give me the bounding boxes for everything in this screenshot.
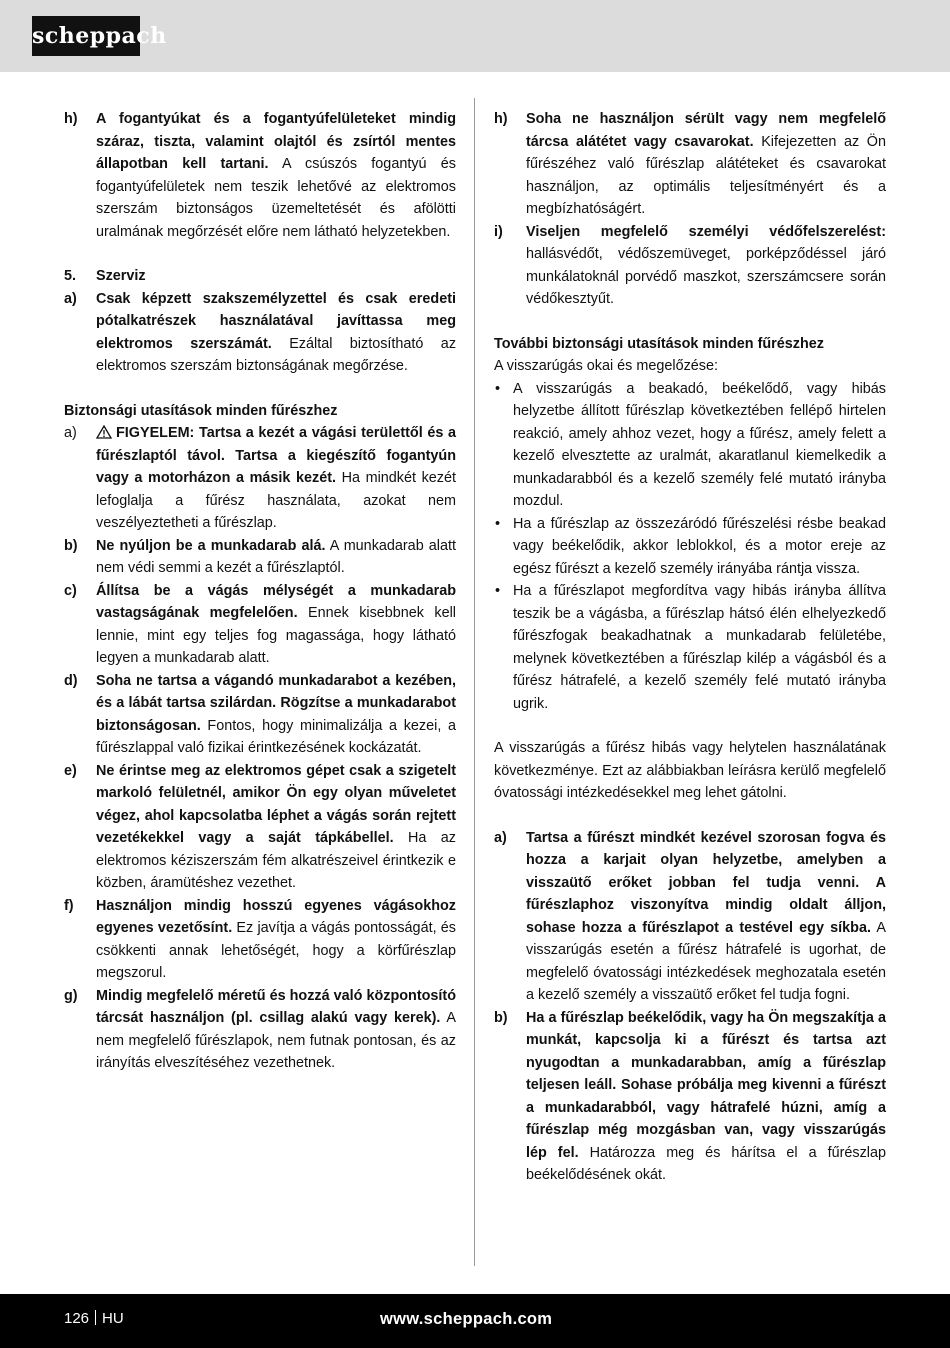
section-5-heading: 5. Szerviz xyxy=(64,268,146,284)
item-h-damaged-washers: h) Soha ne használjon sérült vagy nem megfelelő tárcsa alátétet vagy csavarokat. Kifejezetten az Ön fűrészéhez való fűrészlap alátéteket és csavarokat használjon, az optimális teljesítményért és a megbízhatóságért. xyxy=(494,111,887,217)
item-i-protective-equipment: i) Viseljen megfelelő személyi védőfelszerelést: hallásvédőt, védőszemüveget, porképződéssel járó munkálatoknál porvédő maszkot, szerszámcsere során védőkesztyűt. xyxy=(494,223,886,307)
safety-item-c: c) Állítsa be a vágás mélységét a munkadarab vastagságának megfelelően. Ennek kisebbnek kell lennie, mint egy teljes fog magassága, hogy látható legyen a munkadarab alatt. xyxy=(64,582,456,666)
bullet-item: • Ha a fűrészlapot megfordítva vagy hibás irányba állítva teszik be a vágásba, a fűrészlap hátsó élén elhelyezkedő fűrészfogak beakadhatnak a munkadarab felületébe, melynek következtében a fűrészlap kilép a vágásból és a fűrész hátrafelé, a kezelő személy felé mutató irányba ugrik. xyxy=(494,580,886,715)
bullet-dot: • xyxy=(495,515,501,532)
header-bar xyxy=(0,0,950,72)
safety-item-b: b) Ne nyúljon be a munkadarab alá. A munkadarab alatt nem védi semmi a kezét a fűrészlaptól. xyxy=(64,537,456,576)
footer-separator xyxy=(95,1310,96,1325)
safety-heading: Biztonsági utasítások minden fűrészhez xyxy=(64,402,338,419)
bullet-dot: • xyxy=(495,583,501,599)
bullet-dot: • xyxy=(495,380,501,397)
safety-item-f: f) Használjon mindig hosszú egyenes vágásokhoz egyenes vezetősínt. Ez javítja a vágás pontosságát, és csökkenti annak lehetőségét, hogy a körfűrészlap megszorul. xyxy=(64,897,456,981)
further-safety-heading: További biztonsági utasítások minden fűrészhez xyxy=(494,335,824,352)
kickback-item-b: b) Ha a fűrészlap beékelődik, vagy ha Ön megszakítja a munkát, kapcsolja ki a fűrészt és tartsa azt nyugodtan a munkadarabban, amíg a fűrészlap teljesen leáll. Sohase próbálja meg kivenni a fűrészt a munkadarabból, vagy hátrafelé húzni, amíg a fűrészlap még mozgásban van, vagy visszarúgás lép fel. Határozza meg és hárítsa el a fűrészlap beékelődésének okát. xyxy=(494,1009,886,1183)
safety-item-a: a) FIGYELEM: Tartsa a kezét a vágási területtől és a fűrészlaptól távol. Tartsa a kiegészítő fogantyún vagy a motorházon a másik kezét. Ha mindkét kezét lefoglalja a fűrész használata, azokat nem veszélyeztetheti a fűrészlap. xyxy=(64,425,456,531)
warning-triangle-icon xyxy=(96,425,112,439)
item-h-grip-surfaces: h) A fogantyúkat és a fogantyúfelületeket mindig száraz, tiszta, valamint olajtól és zsírtól mentes állapotban kell tartani. A csúszós fogantyú és fogantyúfelületek nem teszik lehetővé az elektromos szerszám biztonságos üzemeltetését és afölötti uralmának megőrzését előre nem látható helyzetekben. xyxy=(64,111,456,240)
item-5a-service: a) Csak képzett szakszemélyzettel és csak eredeti pótalkatrészek használatával javíttassa meg elektromos szerszámát. Ezáltal biztosítható az elektromos szerszám biztonságának megőrzése. xyxy=(64,290,457,374)
kickback-paragraph: A visszarúgás a fűrész hibás vagy helytelen használatának következménye. Ezt az alábbiakban leírásra kerülő megfelelő óvatossági intézkedésekkel meg lehet gátolni. xyxy=(494,740,886,801)
page-number: 126 HU xyxy=(64,1310,124,1327)
website-link[interactable]: www.scheppach.com xyxy=(380,1310,553,1328)
safety-item-g: g) Mindig megfelelő méretű és hozzá való központosító tárcsát használjon (pl. csillag alakú vagy kerek). A nem megfelelő fűrészlapok, nem futnak pontosan, és az irányítás elveszítéséhez vezethetnek. xyxy=(64,987,456,1071)
left-column xyxy=(64,108,456,1075)
kickback-item-a: a) Tartsa a fűrészt mindkét kezével szorosan fogva és hozza a karjait olyan helyzetbe, amelyben a visszaütő erőket jobban fel tudja venni. A fűrészlaphoz viszonyítva mindig oldalt álljon, sohase hozza a fűrészlapot a testével egy síkba. A visszarúgás esetén a fűrész hátrafelé is ugorhat, de megfelelő óvatossági intézkedések meghozatala esetén a kezelő személy a visszaütő erőket fel tudja fogni. xyxy=(494,829,886,1003)
kickback-causes-label: A visszarúgás okai és megelőzése: xyxy=(494,358,718,374)
scheppach-logo: scheppach xyxy=(32,16,140,56)
safety-item-d: d) Soha ne tartsa a vágandó munkadarabot a kezében, és a lábát tartsa szilárdan. Rögzítse a munkadarabot biztonságosan. Fontos, hogy minimalizálja a kezei, a fűrészlappal való fizikai érintkezésének kockázatát. xyxy=(64,672,456,756)
column-divider xyxy=(474,98,475,1266)
right-column xyxy=(494,108,886,1187)
bullet-item: • Ha a fűrészlap az összezáródó fűrészelési résbe beakad vagy beékelődik, akkor leblokkol, és a motor ereje az egész fűrészt a kezelő személy irányába rántja vissza. xyxy=(494,513,886,581)
footer-bar xyxy=(0,1294,950,1348)
safety-item-e: e) Ne érintse meg az elektromos gépet csak a szigetelt markoló felületnél, amikor Ön egy olyan műveletet végez, ahol kapcsolatba léphet a vágás során rejtett vezetékekkel vagy a saját tápkábellel. Ha az elektromos kéziszerszám fém alkatrészeivel érintkezik e közben, áramütéshez vezethet. xyxy=(64,762,457,891)
bullet-item: • A visszarúgás a beakadó, beékelődő, vagy hibás helyzetbe állított fűrészlap következtében fellépő hirtelen reakció, amely ahhoz vezet, hogy a fűrész, amely felett a kezelő elvesztette az uralmát, akaratlanul kiemelkedik a munkadarabból és a kezelő személy felé mutató irányba mozdul. xyxy=(494,378,886,513)
